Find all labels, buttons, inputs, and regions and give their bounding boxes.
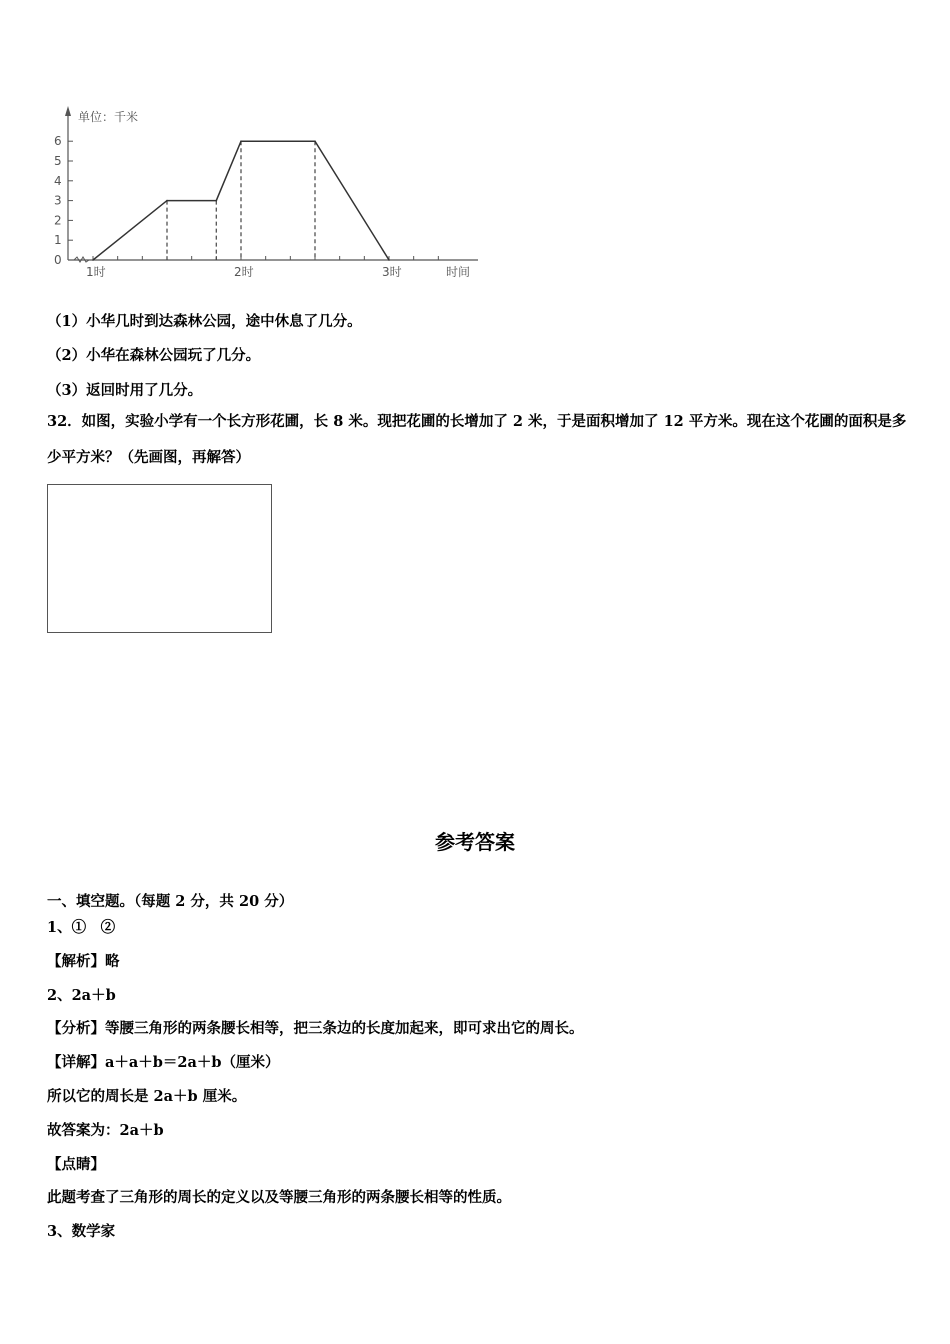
data-point [166,200,168,202]
data-point [92,259,94,261]
data-point [314,140,316,142]
question-1: （1）小华几时到达森林公园，途中休息了几分。 [47,313,362,330]
data-point [388,259,390,261]
x-tick-label: 2时 [234,265,254,279]
y-axis-arrow [65,106,71,116]
answer-2-comment: 此题考查了三角形的周长的定义以及等腰三角形的两条腰长相等的性质。 [47,1189,511,1206]
answer-3: 3、数学家 [47,1223,116,1240]
x-tick-label: 1时 [86,265,106,279]
answers-section-heading: 一、填空题。（每题 2 分，共 20 分） [47,893,294,910]
answer-1: 1、① ② [47,919,116,936]
answer-2-analysis: 【分析】等腰三角形的两条腰长相等，把三条边的长度加起来，即可求出它的周长。 [47,1020,584,1037]
y-tick-label: 4 [54,173,62,188]
x-tick-label: 3时 [382,265,402,279]
answer-2-comment-label: 【点睛】 [47,1156,105,1173]
answer-1-note: 【解析】略 [47,953,120,970]
question-3: （3）返回时用了几分。 [47,382,203,399]
answer-2-line3: 所以它的周长是 2a＋b 厘米。 [47,1088,247,1105]
y-tick-label: 0 [54,253,62,267]
question-2: （2）小华在森林公园玩了几分。 [47,347,261,364]
answers-title: 参考答案 [435,830,515,854]
x-axis-label: 时间 [446,265,471,279]
drawing-box [47,484,272,633]
question-32: 32．如图，实验小学有一个长方形花圃，长 8 米。现把花圃的长增加了 2 米，于是面积增加了 12 平方米。现在这个花圃的面积是多少平方米？（先画图，再解答） [47,413,907,466]
data-point [240,140,242,142]
y-tick-label: 6 [54,134,62,149]
y-tick-label: 5 [54,154,62,168]
answer-2-detail: 【详解】a＋a＋b＝2a＋b（厘米） [47,1054,280,1071]
y-tick-label: 3 [54,193,62,208]
y-tick-label: 1 [54,233,62,248]
distance-time-chart [0,0,950,300]
data-point [215,200,217,202]
y-axis-label: 单位：千米 [78,110,139,124]
answer-2: 2、2a＋b [47,987,116,1004]
y-tick-label: 2 [54,213,62,228]
answer-2-line4: 故答案为：2a＋b [47,1122,164,1139]
